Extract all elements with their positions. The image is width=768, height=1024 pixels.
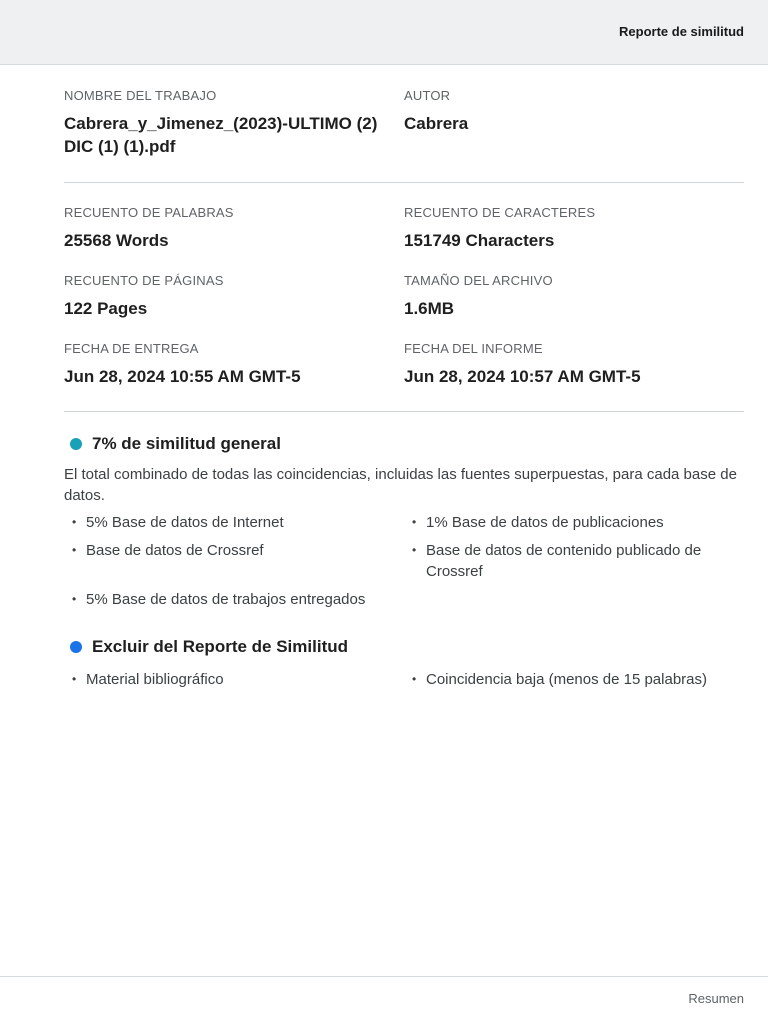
word-count-label: RECUENTO DE PALABRAS xyxy=(64,205,234,220)
bullet-icon: • xyxy=(72,543,77,557)
page-count-block xyxy=(64,273,404,320)
char-count-block xyxy=(404,205,744,252)
submit-date-value: Jun 28, 2024 10:55 AM GMT-5 xyxy=(64,367,301,386)
author-value: Cabrera xyxy=(404,114,469,133)
job-name-label: NOMBRE DEL TRABAJO xyxy=(64,88,217,103)
list-item: • Coincidencia baja (menos de 15 palabras) xyxy=(404,669,744,690)
author-block xyxy=(404,88,744,158)
similarity-heading xyxy=(64,434,744,454)
divider xyxy=(64,411,744,412)
list-item: • Material bibliográfico xyxy=(64,669,404,690)
list-item: • 1% Base de datos de publicaciones xyxy=(404,512,744,533)
bullet-icon: • xyxy=(412,543,417,557)
header-bar xyxy=(0,0,768,65)
exclude-list xyxy=(64,669,744,697)
pages-size-row xyxy=(64,273,744,320)
submit-date-block xyxy=(64,341,404,388)
similarity-description: El total combinado de todas las coincidencias, incluidas las fuentes superpuestas, para cada base de datos. xyxy=(64,466,737,504)
file-size-label: TAMAÑO DEL ARCHIVO xyxy=(404,273,553,288)
word-count-value: 25568 Words xyxy=(64,231,169,250)
bullet-icon: • xyxy=(72,592,77,606)
similarity-title: 7% de similitud general xyxy=(92,434,281,453)
submit-date-label: FECHA DE ENTREGA xyxy=(64,341,199,356)
char-count-value: 151749 Characters xyxy=(404,231,555,250)
list-item: • 5% Base de datos de trabajos entregados xyxy=(64,589,404,610)
author-label: AUTOR xyxy=(404,88,451,103)
bullet-icon: • xyxy=(412,672,417,686)
divider xyxy=(64,182,744,183)
similarity-dot-icon xyxy=(70,438,82,450)
char-count-label: RECUENTO DE CARACTERES xyxy=(404,205,596,220)
list-item: • 5% Base de datos de Internet xyxy=(64,512,404,533)
bullet-icon: • xyxy=(72,515,77,529)
page-count-label: RECUENTO DE PÁGINAS xyxy=(64,273,224,288)
summary-label: Resumen xyxy=(688,991,744,1006)
bullet-icon: • xyxy=(412,515,417,529)
exclude-title: Excluir del Reporte de Similitud xyxy=(92,637,348,656)
similarity-list xyxy=(64,512,744,617)
report-title: Reporte de similitud xyxy=(619,24,744,39)
list-item: • Base de datos de Crossref xyxy=(64,540,404,582)
dates-row xyxy=(64,341,744,388)
word-count-block xyxy=(64,205,404,252)
counts-row xyxy=(64,205,744,252)
bullet-icon: • xyxy=(72,672,77,686)
page-count-value: 122 Pages xyxy=(64,299,148,318)
report-date-value: Jun 28, 2024 10:57 AM GMT-5 xyxy=(404,367,641,386)
exclude-dot-icon xyxy=(70,641,82,653)
report-content xyxy=(64,88,744,697)
file-size-value: 1.6MB xyxy=(404,299,455,318)
job-name-value: Cabrera_y_Jimenez_(2023)-ULTIMO (2) DIC (1) (1).pdf xyxy=(64,114,378,156)
report-date-label: FECHA DEL INFORME xyxy=(404,341,543,356)
job-name-block xyxy=(64,88,404,158)
file-size-block xyxy=(404,273,744,320)
job-info-row xyxy=(64,88,744,158)
footer-bar xyxy=(0,976,768,1024)
list-item: • Base de datos de contenido publicado de Crossref xyxy=(404,540,744,582)
report-date-block xyxy=(404,341,744,388)
exclude-heading xyxy=(64,637,744,657)
